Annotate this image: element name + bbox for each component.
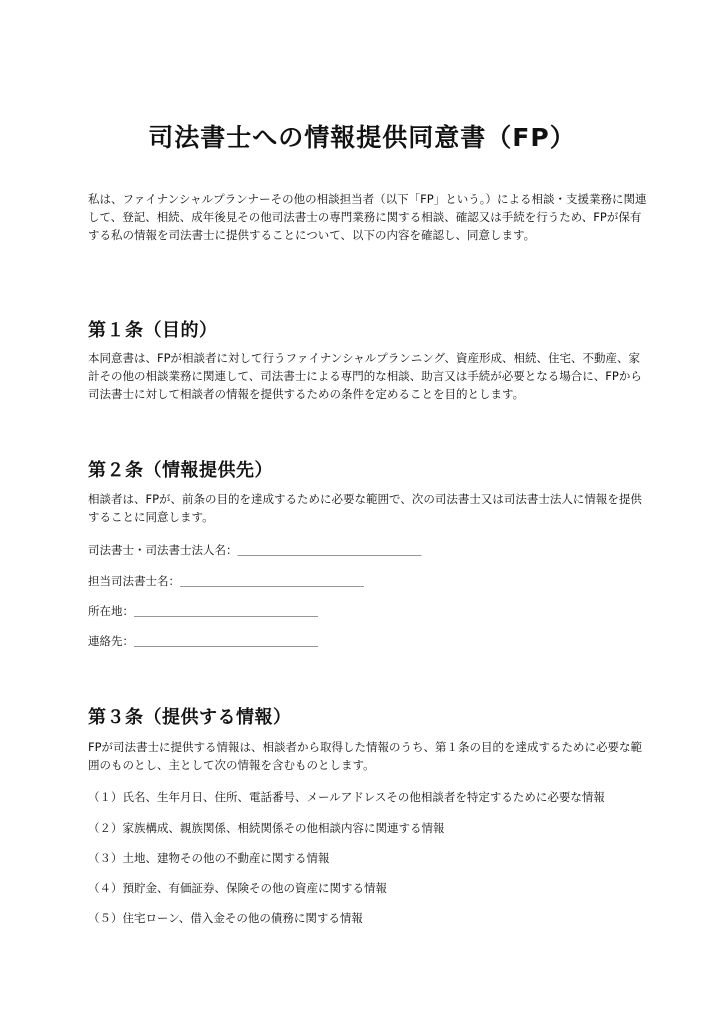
article3-body: FPが司法書士に提供する情報は、相談者から取得した情報のうち、第１条の目的を達成するために必要な範囲のものとし、主として次の情報を含むものとします。: [88, 740, 643, 772]
list-item: （１）氏名、生年月日、住所、電話番号、メールアドレスその他相談者を特定するために必要な情報: [88, 790, 605, 804]
list-item: （５）住宅ローン、借入金その他の債務に関する情報: [88, 911, 363, 925]
article2-body: 相談者は、FPが、前条の目的を達成するために必要な範囲で、次の司法書士又は司法書士法人に情報を提供することに同意します。: [88, 492, 642, 524]
list-item: （２）家族構成、親族関係、相続関係その他相談内容に関連する情報: [88, 821, 445, 835]
contact-field: 連絡先：＿＿＿＿＿＿＿＿＿＿＿＿＿＿＿＿: [88, 634, 318, 648]
document-title: 司法書士への情報提供同意書（FP）: [148, 123, 576, 152]
list-item: （４）預貯金、有価証券、保険その他の資産に関する情報: [88, 881, 387, 895]
article1-body: 本同意書は、FPが相談者に対して行うファイナンシャルプランニング、資産形成、相続、住宅、不動産、家計その他の相談業務に関連して、司法書士による専門的な相談、助言又は手続が必要となる場合に、FPから司法書士に対して相談者の情報を提供するための条件を定めることを目的とします。: [88, 351, 642, 401]
provider-name-field: 司法書士・司法書士法人名：＿＿＿＿＿＿＿＿＿＿＿＿＿＿＿＿: [88, 543, 422, 557]
scrivener-name-field: 担当司法書士名：＿＿＿＿＿＿＿＿＿＿＿＿＿＿＿＿: [88, 574, 364, 588]
article3-heading: 第３条（提供する情報）: [88, 707, 292, 728]
intro-paragraph: 私は、ファイナンシャルプランナーその他の相談担当者（以下「FP」という。）による相談・支援業務に関連して、登記、相続、成年後見その他司法書士の専門業務に関する相談、確認又は手続を行うため、FPが保有する私の情報を司法書士に提供することについて、以下の内容を確認し、同意します。: [88, 192, 647, 242]
list-item: （３）土地、建物その他の不動産に関する情報: [88, 851, 330, 865]
article1-heading: 第１条（目的）: [88, 320, 218, 341]
article2-heading: 第２条（情報提供先）: [88, 460, 273, 481]
address-field: 所在地：＿＿＿＿＿＿＿＿＿＿＿＿＿＿＿＿: [88, 604, 318, 618]
